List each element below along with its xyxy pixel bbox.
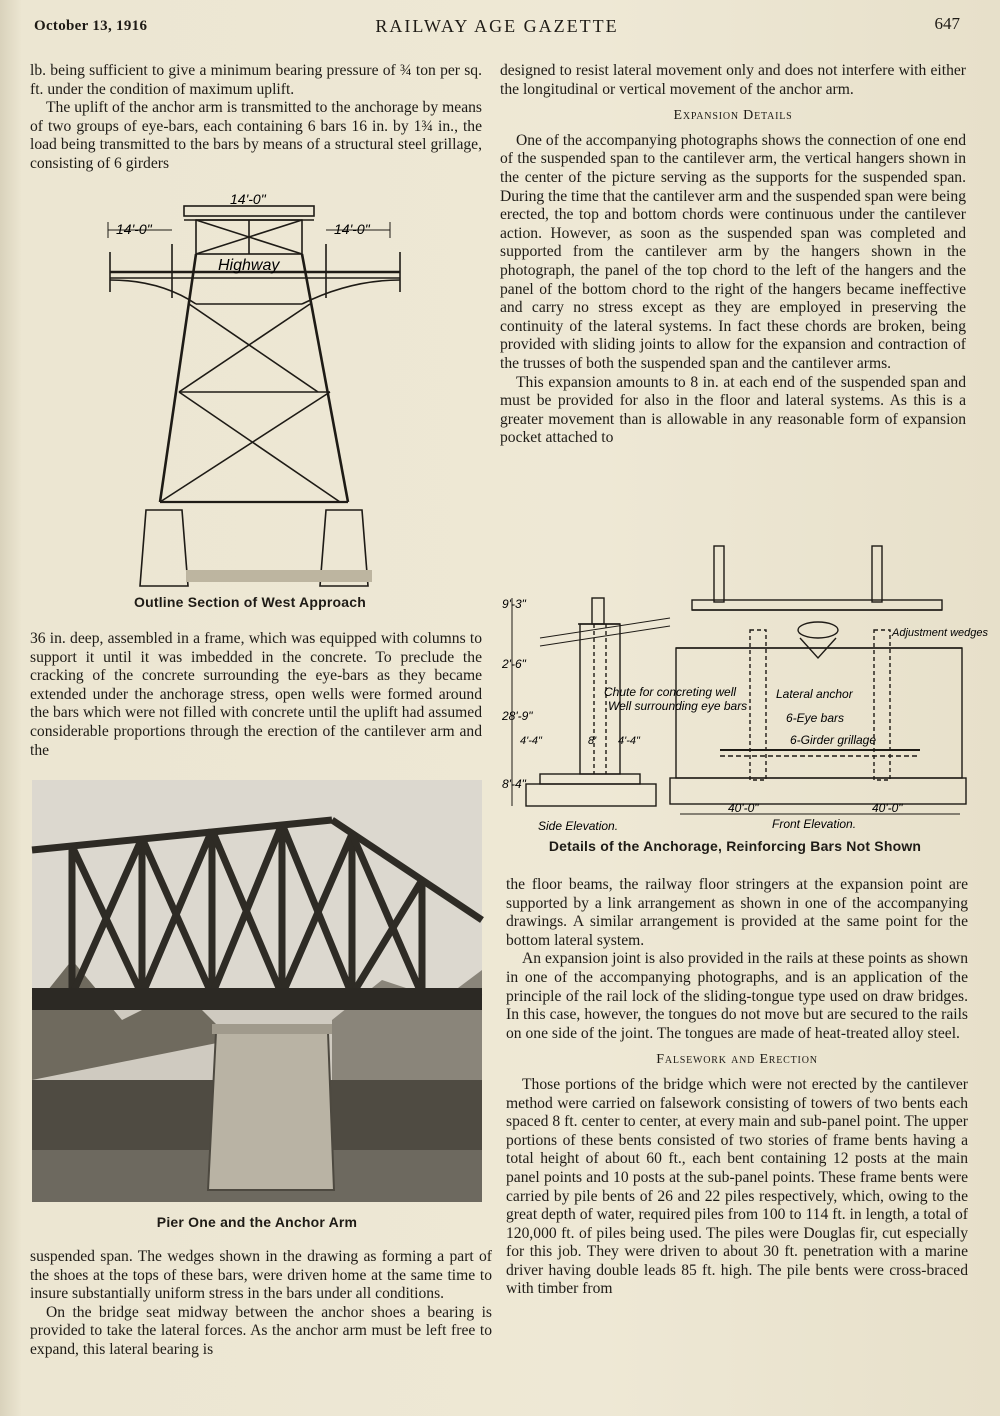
side-elevation-label: Side Elevation.	[538, 819, 619, 833]
pier-photo-caption: Pier One and the Anchor Arm	[156, 1214, 358, 1230]
dim-mid-label: 2'-6"	[502, 657, 526, 671]
dim-c-label: 8'	[588, 735, 597, 747]
paragraph: This expansion amounts to 8 in. at each end of the suspended span and must be provided for also in the floor and lateral systems. As this is a greater movement than is allowable in any reasonable form of expansion pocket attached to	[500, 373, 966, 447]
paragraph: An expansion joint is also provided in the rails at these points as shown in one of the accompanying photographs, and is an application of the principle of the rail lock of the sliding-tongue type used on draw bridges. In this case, however, the tongues do not move but are secured to the rails on one side of the joint. The tongues are made of heat-treated alloy steel.	[506, 950, 968, 1042]
paragraph: The uplift of the anchor arm is transmitted to the anchorage by means of two groups of eye-bars, each containing 6 bars 16 in. by 1¾ in., the load being transmitted to the bars by means of a structural steel grillage, consisting of 6 girders	[30, 99, 482, 172]
pier-photo-illustration	[32, 780, 482, 1202]
eye-bars-label: 6-Eye bars	[786, 711, 845, 725]
dim-b-label: 4'-4"	[618, 735, 640, 747]
dim-right-label: 40'-0"	[872, 801, 903, 815]
dim-left: 14'-0"	[116, 221, 152, 237]
paragraph: suspended span. The wedges shown in the drawing as forming a part of the shoes at the tops of these bars, were driven home at the same time to insure substantially uniform stress in the bars under all conditions.	[30, 1248, 492, 1303]
paragraph: One of the accompanying photographs shows the connection of one end of the suspended span to the cantilever arm, the vertical hangers shown in the center of the picture serving as the supports for the suspended span. During the time that the cantilever arm and the suspended span were being erected, the top and bottom chords were continuous under the cantilever action. However, as soon as the suspended span was completed and supported from the cantilever arm by the hangers shown in the photograph, the panel of the top chord to the left of the hangers and the panel of the bottom chord to the right of the hangers became ineffective and carry no stress except as they are employed in preserving the continuity of the lateral systems. In fact these chords are broken, being provided with sliding joints to allow for the expansion and contraction of the trusses of both the suspended span and the cantilever arms.	[500, 131, 966, 372]
well-label: Well surrounding eye bars	[608, 699, 748, 713]
dim-left-label: 40'-0"	[728, 801, 759, 815]
anchorage-drawing	[500, 538, 988, 833]
right-column-top	[500, 62, 966, 448]
adjustment-label: Adjustment wedges	[892, 627, 988, 639]
pier-photo	[32, 780, 482, 1202]
dim-top: 14'-0"	[230, 191, 266, 207]
anchorage-caption: Details of the Anchorage, Reinforcing Bars Not Shown	[548, 838, 922, 854]
left-column-bottom	[30, 1248, 492, 1360]
anchorage-svg	[500, 538, 988, 833]
falsework-heading: Falsework and Erection	[656, 1052, 818, 1068]
highway-label: Highway	[218, 257, 280, 274]
dim-a-label: 4'-4"	[520, 735, 542, 747]
expansion-heading: Expansion Details	[673, 108, 793, 124]
paragraph: lb. being sufficient to give a minimum bearing pressure of ¾ ton per sq. ft. under the condition of maximum uplift.	[30, 62, 482, 98]
west-approach-svg	[100, 192, 410, 592]
page-header	[34, 14, 960, 42]
right-column-bottom	[506, 876, 968, 1299]
paragraph: 36 in. deep, assembled in a frame, which was equipped with columns to support it until it was imbedded in the concrete. To preclude the cracking of the concrete surrounding the eye-bars as they became extended under the anchorage stress, open wells were formed around the bars which were not filled with concrete until the uplift had assumed considerable proportions through the erection of the cantilever arm and the	[30, 630, 482, 759]
paragraph: the floor beams, the railway floor stringers at the expansion point are supported by a link arrangement as shown in one of the accompanying drawings. A similar arrangement is provided at the same point for the bottom lateral system.	[506, 876, 968, 949]
west-approach-drawing	[100, 192, 410, 592]
page-number: 647	[934, 14, 960, 33]
paragraph: Those portions of the bridge which were not erected by the cantilever method were carried on falsework consisting of towers of two bents each spaced 8 ft. center to center, at every main and sub-panel point. The upper portions of these bents consisted of two stories of frame bents having a total height of about 60 ft., each bent containing 12 posts at the main panel points and 10 posts at the sub-panel points. These frame bents were carried by pile bents of 26 and 22 piles respectively, which, owing to the great depth of water, required piles from 100 to 114 ft. in length, a total of 120,000 ft. of piles being used. The piles were Douglas fir, cut especially for this job. They were driven to about 30 ft. penetration with a marine driver having double leads 85 ft. high. The pile bents were cross-braced with timber from	[506, 1075, 968, 1298]
publication-title: RAILWAY AGE GAZETTE	[375, 16, 619, 36]
paragraph: designed to resist lateral movement only and does not interfere with either the longitudinal or vertical movement of the anchor arm.	[500, 62, 966, 98]
front-elevation-label: Front Elevation.	[772, 817, 857, 831]
dim-height-label: 28'-9"	[502, 709, 533, 723]
dim-base-label: 8'-4"	[502, 777, 526, 791]
left-column-top	[30, 62, 482, 174]
chute-label: Chute for concreting well	[604, 685, 737, 699]
dim-top-label: 9'-3"	[502, 597, 526, 611]
issue-date: October 13, 1916	[34, 18, 148, 34]
west-approach-caption: Outline Section of West Approach	[134, 594, 366, 610]
lateral-anchor-label: Lateral anchor	[776, 687, 853, 701]
left-column-middle	[30, 630, 482, 760]
paragraph: On the bridge seat midway between the anchor shoes a bearing is provided to take the lateral forces. As the anchor arm must be left free to expand, this lateral bearing is	[30, 1303, 492, 1358]
dim-right: 14'-0"	[334, 221, 370, 237]
grillage-label: 6-Girder grillage	[790, 733, 877, 747]
